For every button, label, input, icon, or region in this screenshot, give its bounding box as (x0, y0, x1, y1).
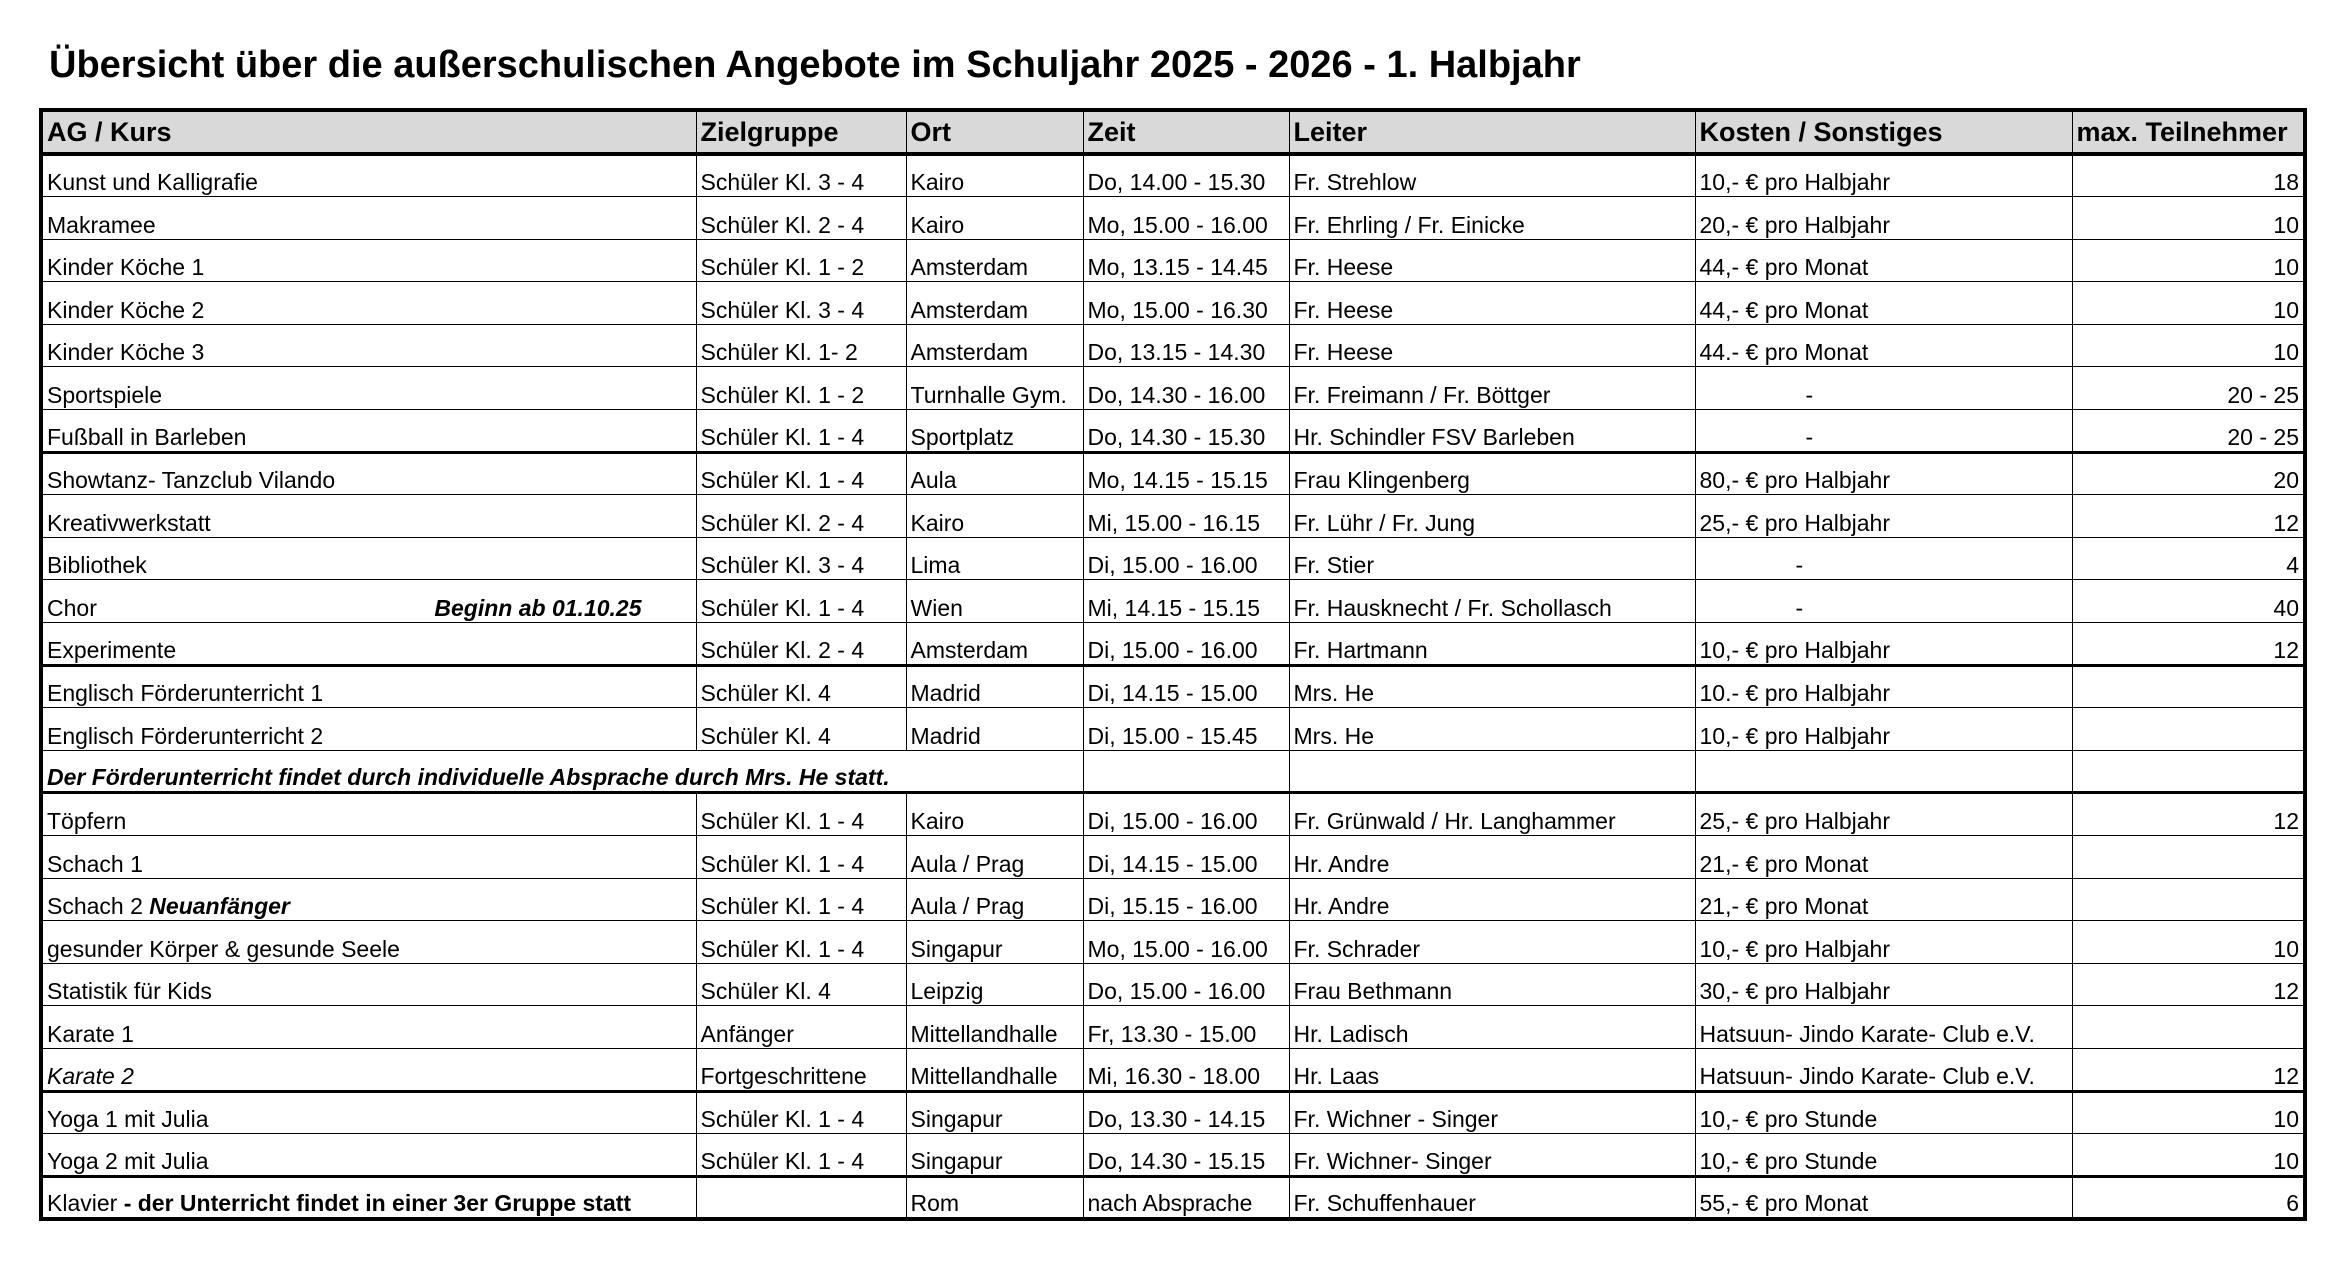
cell-kosten: - (1695, 580, 2072, 623)
col-header-zielgruppe: Zielgruppe (696, 110, 906, 154)
cell-zielgruppe: Schüler Kl. 3 - 4 (696, 154, 906, 197)
cell-kosten (1695, 750, 2072, 793)
cell-zeit: Fr, 13.30 - 15.00 (1083, 1006, 1289, 1049)
cell-kurs: Kinder Köche 2 (41, 282, 696, 325)
cell-kosten: - (1695, 367, 2072, 410)
cell-zielgruppe: Fortgeschrittene (696, 1048, 906, 1091)
table-row (41, 665, 2305, 708)
col-header-kosten: Kosten / Sonstiges (1695, 110, 2072, 154)
cell-zeit: Do, 15.00 - 16.00 (1083, 963, 1289, 1006)
cell-kosten: - (1695, 410, 2072, 453)
cell-ort: Kairo (906, 154, 1083, 197)
table-row (41, 197, 2305, 240)
cell-zeit: Do, 13.30 - 14.15 (1083, 1091, 1289, 1134)
cell-zeit (1083, 750, 1289, 793)
cell-leiter: Fr. Wichner - Singer (1289, 1091, 1695, 1134)
cell-zielgruppe: Schüler Kl. 3 - 4 (696, 282, 906, 325)
cell-zielgruppe: Anfänger (696, 1006, 906, 1049)
col-header-kurs: AG / Kurs (41, 110, 696, 154)
cell-max (2072, 750, 2305, 793)
cell-kosten: 10,- € pro Stunde (1695, 1091, 2072, 1134)
cell-leiter: Fr. Stier (1289, 537, 1695, 580)
cell-leiter: Fr. Hartmann (1289, 623, 1695, 666)
table-row (41, 623, 2305, 666)
page-title: Übersicht über die außerschulischen Angebote im Schuljahr 2025 - 2026 - 1. Halbjahr (49, 44, 1581, 86)
cell-zeit: Di, 15.00 - 16.00 (1083, 537, 1289, 580)
cell-ort: Singapur (906, 1134, 1083, 1177)
cell-leiter: Hr. Andre (1289, 878, 1695, 921)
cell-zeit: Di, 14.15 - 15.00 (1083, 836, 1289, 879)
col-header-max: max. Teilnehmer (2072, 110, 2305, 154)
cell-kurs: Kinder Köche 1 (41, 239, 696, 282)
cell-max (2072, 836, 2305, 879)
cell-max: 6 (2072, 1176, 2305, 1219)
cell-zielgruppe: Schüler Kl. 2 - 4 (696, 495, 906, 538)
cell-kosten: 10,- € pro Stunde (1695, 1134, 2072, 1177)
cell-max: 10 (2072, 1134, 2305, 1177)
cell-zielgruppe: Schüler Kl. 1 - 4 (696, 580, 906, 623)
table-row (41, 1006, 2305, 1049)
table-row (41, 324, 2305, 367)
cell-zeit: Do, 14.00 - 15.30 (1083, 154, 1289, 197)
cell-ort: Amsterdam (906, 623, 1083, 666)
cell-kurs-name: Chor (47, 595, 97, 622)
cell-max: 20 - 25 (2072, 367, 2305, 410)
table-row (41, 921, 2305, 964)
cell-zeit: Mi, 15.00 - 16.15 (1083, 495, 1289, 538)
cell-ort: Aula (906, 452, 1083, 495)
cell-leiter: Fr. Schrader (1289, 921, 1695, 964)
cell-ort: Madrid (906, 665, 1083, 708)
cell-kosten: 80,- € pro Halbjahr (1695, 452, 2072, 495)
cell-kosten: 10,- € pro Halbjahr (1695, 154, 2072, 197)
cell-kosten: 21,- € pro Monat (1695, 878, 2072, 921)
cell-zeit: Mi, 16.30 - 18.00 (1083, 1048, 1289, 1091)
cell-kurs: Statistik für Kids (41, 963, 696, 1006)
cell-max (2072, 708, 2305, 751)
cell-ort: Madrid (906, 708, 1083, 751)
table-row (41, 154, 2305, 197)
table-row (41, 963, 2305, 1006)
cell-ort: Singapur (906, 921, 1083, 964)
table-row (41, 1091, 2305, 1134)
cell-leiter: Fr. Heese (1289, 282, 1695, 325)
cell-kurs: Yoga 2 mit Julia (41, 1134, 696, 1177)
cell-max: 12 (2072, 623, 2305, 666)
cell-kurs: Bibliothek (41, 537, 696, 580)
cell-zeit: Di, 15.00 - 15.45 (1083, 708, 1289, 751)
cell-zielgruppe: Schüler Kl. 4 (696, 708, 906, 751)
cell-max (2072, 1006, 2305, 1049)
cell-max: 10 (2072, 921, 2305, 964)
table-row (41, 878, 2305, 921)
cell-max: 10 (2072, 282, 2305, 325)
cell-zeit: Mo, 15.00 - 16.00 (1083, 197, 1289, 240)
beginner-label: Neuanfänger (149, 893, 290, 920)
cell-max: 12 (2072, 963, 2305, 1006)
cell-kosten: 55,- € pro Monat (1695, 1176, 2072, 1219)
cell-zeit: Do, 14.30 - 15.15 (1083, 1134, 1289, 1177)
cell-zielgruppe: Schüler Kl. 1- 2 (696, 324, 906, 367)
cell-ort: Singapur (906, 1091, 1083, 1134)
cell-kurs: Karate 1 (41, 1006, 696, 1049)
table-row (41, 282, 2305, 325)
table-row (41, 1176, 2305, 1219)
cell-kurs (41, 580, 696, 623)
cell-kurs (41, 1176, 696, 1219)
cell-ort: Kairo (906, 793, 1083, 836)
cell-ort: Wien (906, 580, 1083, 623)
cell-ort: Aula / Prag (906, 878, 1083, 921)
cell-kurs: Showtanz- Tanzclub Vilando (41, 452, 696, 495)
cell-ort: Amsterdam (906, 324, 1083, 367)
cell-zeit: Do, 13.15 - 14.30 (1083, 324, 1289, 367)
cell-max (2072, 878, 2305, 921)
cell-kurs: Yoga 1 mit Julia (41, 1091, 696, 1134)
cell-ort: Amsterdam (906, 282, 1083, 325)
cell-zeit: Mo, 15.00 - 16.00 (1083, 921, 1289, 964)
cell-zeit: Mo, 13.15 - 14.45 (1083, 239, 1289, 282)
table-row (41, 1134, 2305, 1177)
table-row (41, 1048, 2305, 1091)
cell-kosten: 10.- € pro Halbjahr (1695, 665, 2072, 708)
cell-zeit: Di, 15.00 - 16.00 (1083, 793, 1289, 836)
cell-zielgruppe: Schüler Kl. 1 - 4 (696, 410, 906, 453)
table-row (41, 537, 2305, 580)
cell-zeit: Di, 14.15 - 15.00 (1083, 665, 1289, 708)
col-header-ort: Ort (906, 110, 1083, 154)
cell-zielgruppe: Schüler Kl. 1 - 2 (696, 367, 906, 410)
cell-zeit: Di, 15.15 - 16.00 (1083, 878, 1289, 921)
table-row (41, 708, 2305, 751)
cell-leiter: Frau Klingenberg (1289, 452, 1695, 495)
cell-leiter: Fr. Strehlow (1289, 154, 1695, 197)
cell-leiter: Fr. Grünwald / Hr. Langhammer (1289, 793, 1695, 836)
table-row (41, 410, 2305, 453)
cell-leiter: Mrs. He (1289, 708, 1695, 751)
cell-zielgruppe: Schüler Kl. 4 (696, 665, 906, 708)
cell-leiter: Hr. Schindler FSV Barleben (1289, 410, 1695, 453)
cell-zielgruppe: Schüler Kl. 1 - 4 (696, 452, 906, 495)
cell-zielgruppe: Schüler Kl. 1 - 4 (696, 878, 906, 921)
cell-leiter: Hr. Andre (1289, 836, 1695, 879)
start-date-note: Beginn ab 01.10.25 (434, 595, 642, 622)
offers-table (39, 108, 2307, 1221)
cell-ort: Leipzig (906, 963, 1083, 1006)
cell-leiter: Fr. Schuffenhauer (1289, 1176, 1695, 1219)
cell-zeit: Do, 14.30 - 15.30 (1083, 410, 1289, 453)
cell-ort: Mittellandhalle (906, 1048, 1083, 1091)
cell-max: 12 (2072, 793, 2305, 836)
table-row (41, 793, 2305, 836)
cell-max: 10 (2072, 239, 2305, 282)
header-row (41, 110, 2305, 154)
cell-kurs: Kinder Köche 3 (41, 324, 696, 367)
cell-leiter: Mrs. He (1289, 665, 1695, 708)
cell-zielgruppe: Schüler Kl. 1 - 4 (696, 836, 906, 879)
cell-kurs-name: Klavier (47, 1189, 118, 1216)
cell-max: 12 (2072, 495, 2305, 538)
cell-kurs (41, 878, 696, 921)
table-row (41, 367, 2305, 410)
cell-kurs: Schach 1 (41, 836, 696, 879)
cell-kosten: 44,- € pro Monat (1695, 282, 2072, 325)
cell-ort: Aula / Prag (906, 836, 1083, 879)
col-header-zeit: Zeit (1083, 110, 1289, 154)
cell-kurs: Englisch Förderunterricht 2 (41, 708, 696, 751)
cell-zielgruppe: Schüler Kl. 1 - 4 (696, 1134, 906, 1177)
cell-kurs: Sportspiele (41, 367, 696, 410)
cell-zielgruppe: Schüler Kl. 2 - 4 (696, 623, 906, 666)
cell-kurs-name: Schach 2 (47, 893, 143, 920)
cell-zeit: Mo, 15.00 - 16.30 (1083, 282, 1289, 325)
cell-zielgruppe: Schüler Kl. 3 - 4 (696, 537, 906, 580)
table-row (41, 580, 2305, 623)
cell-kurs: Töpfern (41, 793, 696, 836)
cell-zeit: nach Absprache (1083, 1176, 1289, 1219)
cell-kosten: 10,- € pro Halbjahr (1695, 921, 2072, 964)
cell-max (2072, 665, 2305, 708)
cell-leiter: Fr. Heese (1289, 239, 1695, 282)
cell-kosten: Hatsuun- Jindo Karate- Club e.V. (1695, 1048, 2072, 1091)
cell-kosten: 25,- € pro Halbjahr (1695, 495, 2072, 538)
cell-kurs: Kunst und Kalligrafie (41, 154, 696, 197)
cell-ort: Turnhalle Gym. (906, 367, 1083, 410)
cell-leiter: Frau Bethmann (1289, 963, 1695, 1006)
cell-max: 40 (2072, 580, 2305, 623)
cell-kurs: Experimente (41, 623, 696, 666)
table-row (41, 452, 2305, 495)
cell-kosten: 44,- € pro Monat (1695, 239, 2072, 282)
group-note: - der Unterricht findet in einer 3er Gruppe statt (123, 1189, 632, 1216)
cell-max: 10 (2072, 324, 2305, 367)
cell-ort: Mittellandhalle (906, 1006, 1083, 1049)
cell-kosten: - (1695, 537, 2072, 580)
cell-leiter (1289, 750, 1695, 793)
cell-kosten: Hatsuun- Jindo Karate- Club e.V. (1695, 1006, 2072, 1049)
cell-ort: Amsterdam (906, 239, 1083, 282)
cell-zielgruppe: Schüler Kl. 4 (696, 963, 906, 1006)
cell-max: 18 (2072, 154, 2305, 197)
cell-max: 12 (2072, 1048, 2305, 1091)
cell-ort: Rom (906, 1176, 1083, 1219)
cell-zeit: Di, 15.00 - 16.00 (1083, 623, 1289, 666)
cell-zielgruppe: Schüler Kl. 2 - 4 (696, 197, 906, 240)
cell-leiter: Hr. Laas (1289, 1048, 1695, 1091)
cell-kurs: Englisch Förderunterricht 1 (41, 665, 696, 708)
cell-ort: Lima (906, 537, 1083, 580)
cell-leiter: Fr. Lühr / Fr. Jung (1289, 495, 1695, 538)
cell-kosten: 44.- € pro Monat (1695, 324, 2072, 367)
cell-ort: Kairo (906, 197, 1083, 240)
note-cell: Der Förderunterricht findet durch individuelle Absprache durch Mrs. He statt. (41, 750, 1083, 793)
cell-leiter: Fr. Wichner- Singer (1289, 1134, 1695, 1177)
table-row (41, 836, 2305, 879)
cell-max: 10 (2072, 197, 2305, 240)
cell-ort: Kairo (906, 495, 1083, 538)
cell-kosten: 21,- € pro Monat (1695, 836, 2072, 879)
cell-leiter: Hr. Ladisch (1289, 1006, 1695, 1049)
cell-leiter: Fr. Freimann / Fr. Böttger (1289, 367, 1695, 410)
cell-kurs: Karate 2 (41, 1048, 696, 1091)
table-row (41, 239, 2305, 282)
cell-kosten: 30,- € pro Halbjahr (1695, 963, 2072, 1006)
cell-kosten: 10,- € pro Halbjahr (1695, 623, 2072, 666)
cell-max: 10 (2072, 1091, 2305, 1134)
cell-leiter: Fr. Ehrling / Fr. Einicke (1289, 197, 1695, 240)
cell-kurs: Makramee (41, 197, 696, 240)
cell-zeit: Do, 14.30 - 16.00 (1083, 367, 1289, 410)
table-row (41, 495, 2305, 538)
col-header-leiter: Leiter (1289, 110, 1695, 154)
cell-leiter: Fr. Hausknecht / Fr. Schollasch (1289, 580, 1695, 623)
cell-ort: Sportplatz (906, 410, 1083, 453)
table-row (41, 750, 2305, 793)
cell-zeit: Mo, 14.15 - 15.15 (1083, 452, 1289, 495)
cell-kosten: 20,- € pro Halbjahr (1695, 197, 2072, 240)
cell-zielgruppe (696, 1176, 906, 1219)
cell-max: 20 - 25 (2072, 410, 2305, 453)
cell-zielgruppe: Schüler Kl. 1 - 4 (696, 1091, 906, 1134)
cell-leiter: Fr. Heese (1289, 324, 1695, 367)
cell-zielgruppe: Schüler Kl. 1 - 2 (696, 239, 906, 282)
cell-zeit: Mi, 14.15 - 15.15 (1083, 580, 1289, 623)
cell-max: 4 (2072, 537, 2305, 580)
cell-kurs: Fußball in Barleben (41, 410, 696, 453)
cell-zielgruppe: Schüler Kl. 1 - 4 (696, 793, 906, 836)
cell-zielgruppe: Schüler Kl. 1 - 4 (696, 921, 906, 964)
cell-kosten: 25,- € pro Halbjahr (1695, 793, 2072, 836)
cell-max: 20 (2072, 452, 2305, 495)
cell-kosten: 10,- € pro Halbjahr (1695, 708, 2072, 751)
cell-kurs: Kreativwerkstatt (41, 495, 696, 538)
cell-kurs: gesunder Körper & gesunde Seele (41, 921, 696, 964)
